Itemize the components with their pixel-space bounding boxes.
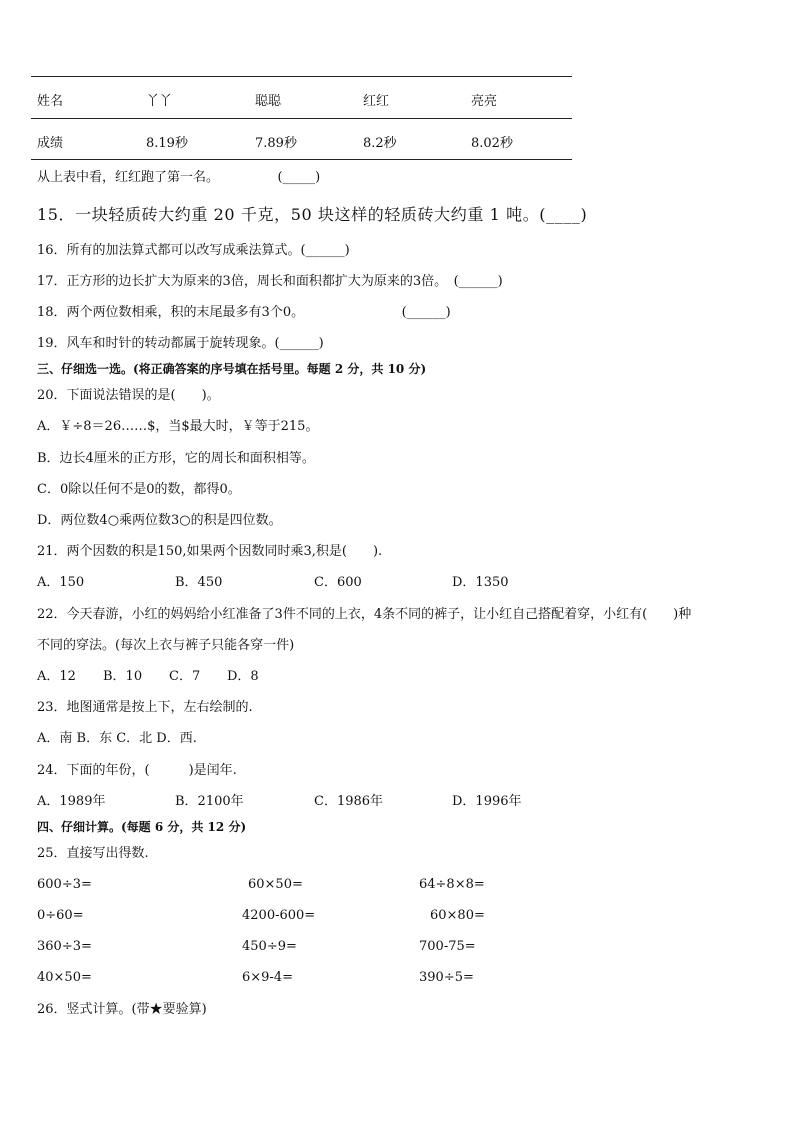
- section-3-heading: 三、仔细选一选。(将正确答案的序号填在括号里。每题 2 分，共 10 分): [37, 362, 427, 376]
- question-21-option-c: C．600: [314, 575, 362, 590]
- question-20-option-b: B．边长4厘米的正方形，它的周长和面积相等。: [37, 451, 315, 466]
- calc-item: 360÷3=: [37, 939, 92, 954]
- table-top-rule: [31, 76, 572, 77]
- question-24-option-b: B．2100年: [175, 794, 244, 809]
- question-21-option-a: A．150: [37, 575, 85, 590]
- table-bottom-rule: [31, 159, 572, 160]
- question-15: 15．一块轻质砖大约重 20 千克，50 块这样的轻质砖大约重 1 吨。(____): [37, 205, 588, 224]
- table-header-yaya: 丫丫: [146, 94, 173, 109]
- question-20-option-c: C．0除以任何不是0的数，都得0。: [37, 482, 241, 497]
- calc-item: 64÷8×8=: [419, 877, 485, 892]
- question-21-option-b: B．450: [175, 575, 223, 590]
- question-19: 19．风车和时针的转动都属于旋转现象。(______): [37, 336, 324, 351]
- question-21-option-d: D．1350: [452, 575, 509, 590]
- question-23-stem: 23．地图通常是按上下，左右绘制的.: [37, 700, 253, 715]
- question-20-stem: 20．下面说法错误的是( )。: [37, 388, 220, 403]
- question-22-line-2: 不同的穿法。(每次上衣与裤子只能各穿一件): [37, 638, 295, 653]
- table-score-congcong: 7.89秒: [255, 136, 297, 151]
- question-21-stem: 21．两个因数的积是150,如果两个因数同时乘3,积是( ).: [37, 544, 383, 559]
- table-header-honghong: 红红: [363, 94, 390, 109]
- question-20-option-d: D．两位数4○乘两位数3○的积是四位数。: [37, 513, 282, 528]
- calc-item: 60×50=: [248, 877, 303, 892]
- calc-item: 450÷9=: [242, 939, 297, 954]
- calc-item: 4200-600=: [242, 908, 316, 923]
- question-17: 17．正方形的边长扩大为原来的3倍，周长和面积都扩大为原来的3倍。 (______): [37, 274, 503, 289]
- section-4-heading: 四、仔细计算。(每题 6 分，共 12 分): [37, 820, 247, 834]
- table-header-name: 姓名: [37, 94, 64, 109]
- question-23-options: A．南 B．东 C．北 D．西.: [37, 731, 197, 746]
- question-14-statement: 从上表中看，红红跑了第一名。 (_____): [37, 170, 321, 185]
- question-22-option-c: C．7: [169, 669, 201, 684]
- question-26-stem: 26．竖式计算。(带★要验算): [37, 1002, 207, 1017]
- question-20-option-a: A．￥÷8＝26……$，当$最大时，￥等于215。: [37, 419, 319, 434]
- table-score-yaya: 8.19秒: [146, 136, 188, 151]
- question-16: 16．所有的加法算式都可以改写成乘法算式。(______): [37, 243, 350, 258]
- question-22-option-b: B．10: [103, 669, 143, 684]
- calc-item: 40×50=: [37, 970, 92, 985]
- calc-item: 0÷60=: [37, 908, 84, 923]
- question-24-stem: 24．下面的年份，( )是闰年.: [37, 763, 237, 778]
- question-22-option-a: A．12: [37, 669, 76, 684]
- table-score-honghong: 8.2秒: [363, 136, 397, 151]
- table-row-label: 成绩: [37, 136, 64, 151]
- table-mid-rule: [31, 118, 572, 119]
- question-25-stem: 25．直接写出得数.: [37, 846, 149, 861]
- question-18: 18．两个两位数相乘，积的末尾最多有3个0。 (______): [37, 305, 451, 320]
- calc-item: 60×80=: [430, 908, 485, 923]
- calc-item: 600÷3=: [37, 877, 92, 892]
- calc-item: 390÷5=: [419, 970, 474, 985]
- question-24-option-c: C．1986年: [314, 794, 384, 809]
- table-header-congcong: 聪聪: [255, 94, 282, 109]
- table-header-liangliang: 亮亮: [471, 94, 498, 109]
- question-24-option-d: D．1996年: [452, 794, 522, 809]
- question-22-line-1: 22．今天春游，小红的妈妈给小红准备了3件不同的上衣，4条不同的裤子，让小红自己搭配着穿，小红有( )种: [37, 607, 692, 622]
- calc-item: 6×9-4=: [242, 970, 293, 985]
- calc-item: 700-75=: [419, 939, 476, 954]
- table-score-liangliang: 8.02秒: [471, 136, 513, 151]
- question-24-option-a: A．1989年: [37, 794, 106, 809]
- question-22-option-d: D．8: [227, 669, 259, 684]
